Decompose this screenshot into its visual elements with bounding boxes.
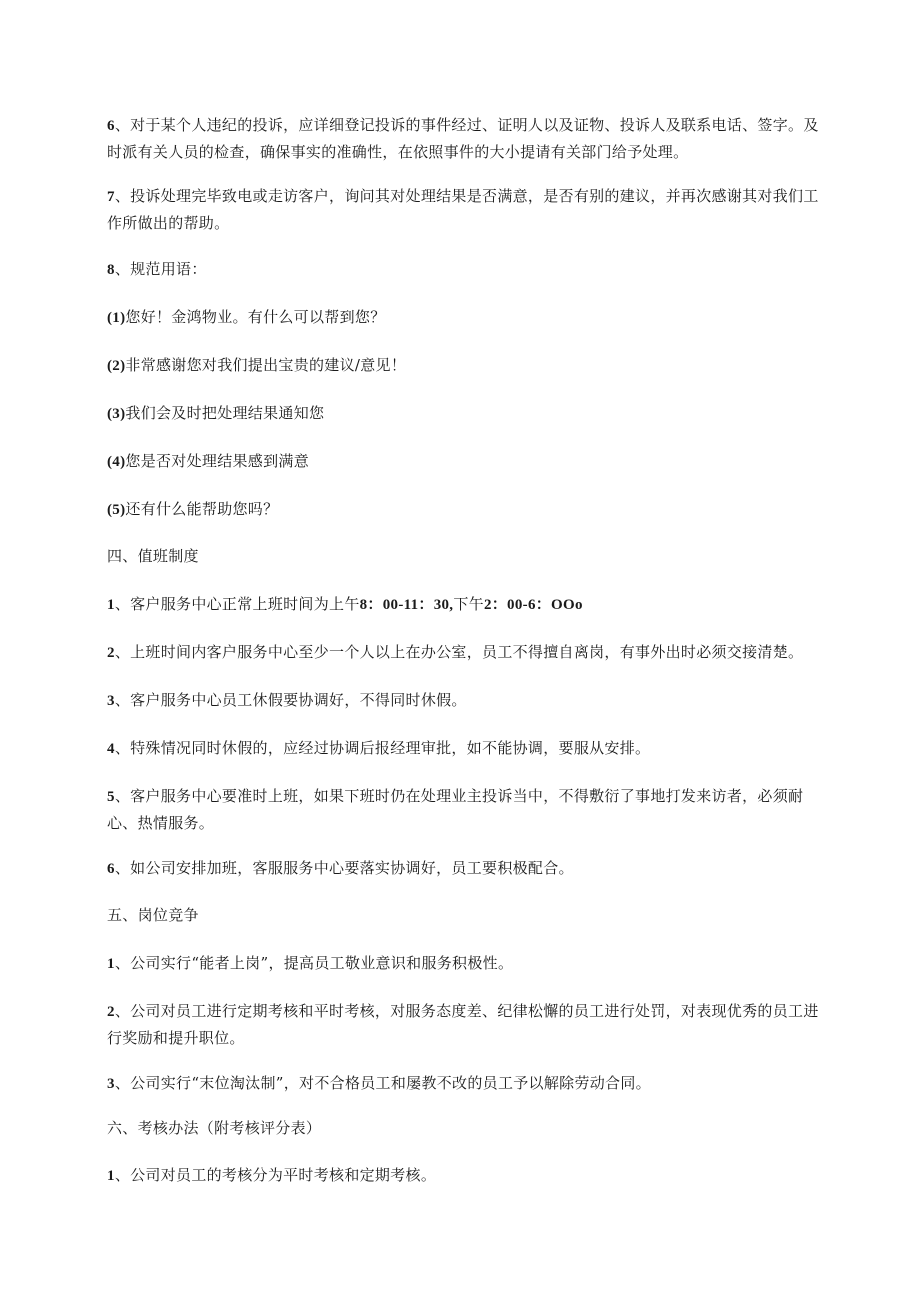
paragraph-text: 、公司对员工进行定期考核和平时考核，对服务态度差、纪律松懈的员工进行处罚，对表现优秀的员工进行奖励和提升职位。 <box>107 1002 819 1047</box>
section-heading: 六、考核办法（附考核评分表） <box>107 1119 322 1137</box>
section-heading-duty <box>107 543 819 569</box>
paragraph-text: 、投诉处理完毕致电或走访客户，询问其对处理结果是否满意，是否有别的建议，并再次感谢其对我们工作所做出的帮助。 <box>107 187 819 232</box>
paragraph-on-duty <box>107 639 819 666</box>
paragraph-overtime <box>107 855 819 882</box>
paragraph-text: 您好！金鸿物业。有什么可以帮到您？ <box>125 308 386 326</box>
paragraph-competence <box>107 950 819 977</box>
item-number: 7 <box>107 189 115 205</box>
item-number: (3) <box>107 406 126 422</box>
afternoon-label: 下午 <box>453 595 484 613</box>
paragraph-text: 、客户服务中心员工休假要协调好，不得同时休假。 <box>114 691 467 709</box>
paragraph-text: 、公司实行“能者上岗”，提高员工敬业意识和服务积极性。 <box>114 954 514 972</box>
paragraph-text: 、公司实行“末位淘汰制”，对不合格员工和屡教不改的员工予以解除劳动合同。 <box>114 1074 651 1092</box>
item-number: 6 <box>107 861 115 877</box>
item-number: (4) <box>107 454 126 470</box>
phrase-item-4 <box>107 448 819 475</box>
paragraph-text: 、规范用语： <box>114 260 207 278</box>
item-number: (5) <box>107 502 126 518</box>
phrase-item-5 <box>107 496 819 523</box>
paragraph-special-leave <box>107 735 819 762</box>
item-number: 8 <box>107 262 115 278</box>
phrase-item-1 <box>107 304 819 331</box>
item-number: (2) <box>107 358 126 374</box>
paragraph-text: 我们会及时把处理结果通知您 <box>125 404 325 422</box>
item-number: 1 <box>107 1168 115 1184</box>
section-heading-assessment <box>107 1115 819 1141</box>
item-number: 6 <box>107 118 115 134</box>
phrase-item-3 <box>107 400 819 427</box>
paragraph-text: 、客户服务中心正常上班时间为上午 <box>114 595 360 613</box>
paragraph-punctuality <box>107 783 819 836</box>
section-heading-competition <box>107 902 819 928</box>
paragraph-text: 非常感谢您对我们提出宝贵的建议/意见！ <box>125 356 407 374</box>
paragraph-elimination <box>107 1070 819 1097</box>
paragraph-complaint-registration <box>107 112 819 165</box>
paragraph-text: 、客户服务中心要准时上班，如果下班时仍在处理业主投诉当中，不得敷衍了事地打发来访者，必须耐心、热情服务。 <box>107 787 804 832</box>
item-number: 1 <box>107 956 115 972</box>
item-number: 3 <box>107 693 115 709</box>
section-heading: 四、值班制度 <box>107 547 199 565</box>
paragraph-text: 还有什么能帮助您吗？ <box>125 500 279 518</box>
item-number: 3 <box>107 1076 115 1092</box>
paragraph-assessment-types <box>107 1162 819 1189</box>
paragraph-text: 您是否对处理结果感到满意 <box>125 452 309 470</box>
section-heading: 五、岗位竞争 <box>107 906 199 924</box>
paragraph-working-hours <box>107 591 819 618</box>
paragraph-follow-up <box>107 183 819 236</box>
paragraph-text: 、对于某个人违纪的投诉，应详细登记投诉的事件经过、证明人以及证物、投诉人及联系电话、签字。及时派有关人员的检查，确保事实的准确性，在依照事件的大小提请有关部门给予处理。 <box>107 116 819 161</box>
paragraph-text: 、如公司安排加班，客服服务中心要落实协调好，员工要积极配合。 <box>114 859 574 877</box>
item-number: 2 <box>107 1004 115 1020</box>
item-number: 1 <box>107 597 115 613</box>
morning-hours: 8：00-11：30, <box>359 597 454 613</box>
paragraph-standard-phrases <box>107 256 819 283</box>
paragraph-text: 、上班时间内客户服务中心至少一个人以上在办公室，员工不得擅自离岗，有事外出时必须交接清楚。 <box>114 643 804 661</box>
paragraph-text: 、公司对员工的考核分为平时考核和定期考核。 <box>114 1166 437 1184</box>
phrase-item-2 <box>107 352 819 379</box>
paragraph-text: 、特殊情况同时休假的，应经过协调后报经理审批，如不能协调，要服从安排。 <box>114 739 651 757</box>
item-number: 2 <box>107 645 115 661</box>
item-number: 5 <box>107 789 115 805</box>
paragraph-assessment <box>107 998 819 1051</box>
afternoon-hours: 2：00-6：OOo <box>483 597 583 613</box>
item-number: 4 <box>107 741 115 757</box>
item-number: (1) <box>107 310 126 326</box>
paragraph-leave <box>107 687 819 714</box>
